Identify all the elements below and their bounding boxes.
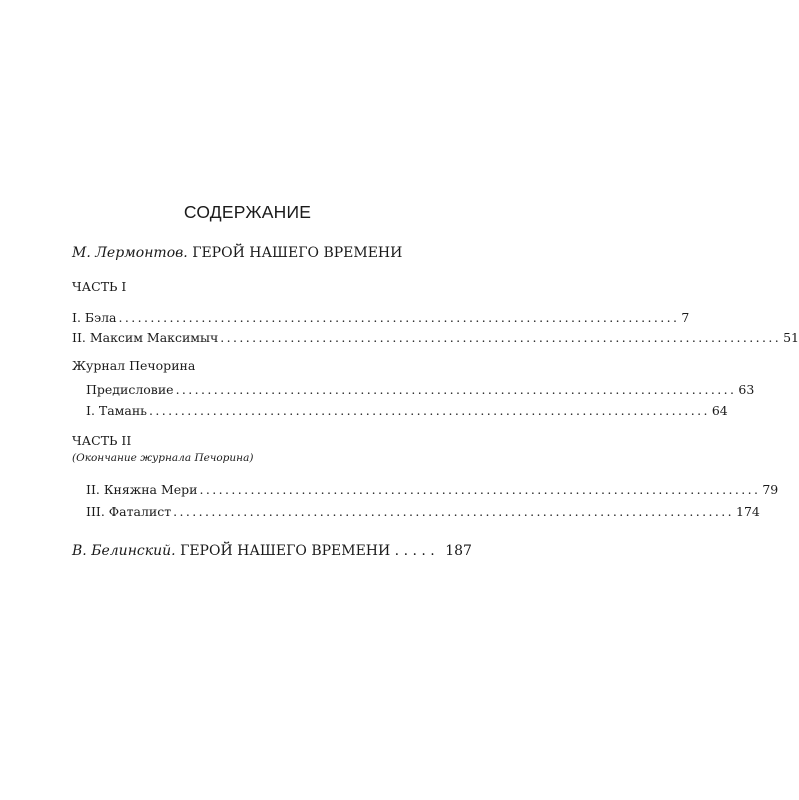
lermontov-work-line <box>72 244 402 262</box>
leader-dots: ........................................................................................ <box>118 310 680 325</box>
toc-heading: СОДЕРЖАНИЕ <box>183 202 312 222</box>
author-belinsky: В. Белинский. <box>72 543 176 559</box>
toc-entry-page: 7 <box>681 310 690 325</box>
toc-entry-page: 79 <box>762 482 779 497</box>
toc-entry-title: I. Тамань <box>86 403 147 418</box>
work-page-belinsky: 187 <box>445 543 472 559</box>
toc-entry-page: 174 <box>736 504 760 519</box>
author-lermontov: М. Лермонтов. <box>72 245 188 261</box>
part-two-heading: ЧАСТЬ II <box>72 433 132 448</box>
toc-entry-taman <box>86 403 728 419</box>
toc-entry-page: 51 <box>783 330 799 345</box>
toc-entry-page: 64 <box>711 403 728 418</box>
part-one-heading: ЧАСТЬ I <box>72 279 127 294</box>
leader-dots: ........................................................................................ <box>220 330 782 345</box>
toc-entry-maksim-maksimych <box>72 330 799 346</box>
toc-entry-page: 63 <box>738 382 755 397</box>
toc-entry-bela <box>72 310 690 326</box>
toc-entry-title: II. Максим Максимыч <box>72 330 219 345</box>
part-two-note: (Окончание журнала Печорина) <box>72 452 254 464</box>
toc-entry-title: I. Бэла <box>72 310 117 325</box>
work-title-lermontov: ГЕРОЙ НАШЕГО ВРЕМЕНИ <box>192 245 403 261</box>
leader-dots: ........................................................................................ <box>149 403 710 418</box>
leader-dots: ........................................................................................ <box>199 482 761 497</box>
toc-entry-title: Предисловие <box>86 382 174 397</box>
work-title-belinsky: ГЕРОЙ НАШЕГО ВРЕМЕНИ <box>180 543 391 559</box>
toc-entry-title: III. Фаталист <box>86 504 172 519</box>
toc-entry-knyazhna-meri <box>86 482 779 498</box>
toc-entry-fatalist <box>86 504 760 520</box>
leader-dots: ........................................................................................ <box>173 504 735 519</box>
leader-dots: ........................................................................................ <box>175 382 737 397</box>
journal-heading: Журнал Печорина <box>72 358 196 373</box>
toc-entry-preface <box>86 382 755 398</box>
leader-dots: . . . . . <box>394 543 435 559</box>
toc-entry-title: II. Княжна Мери <box>86 482 198 497</box>
belinsky-work-line <box>72 542 472 560</box>
